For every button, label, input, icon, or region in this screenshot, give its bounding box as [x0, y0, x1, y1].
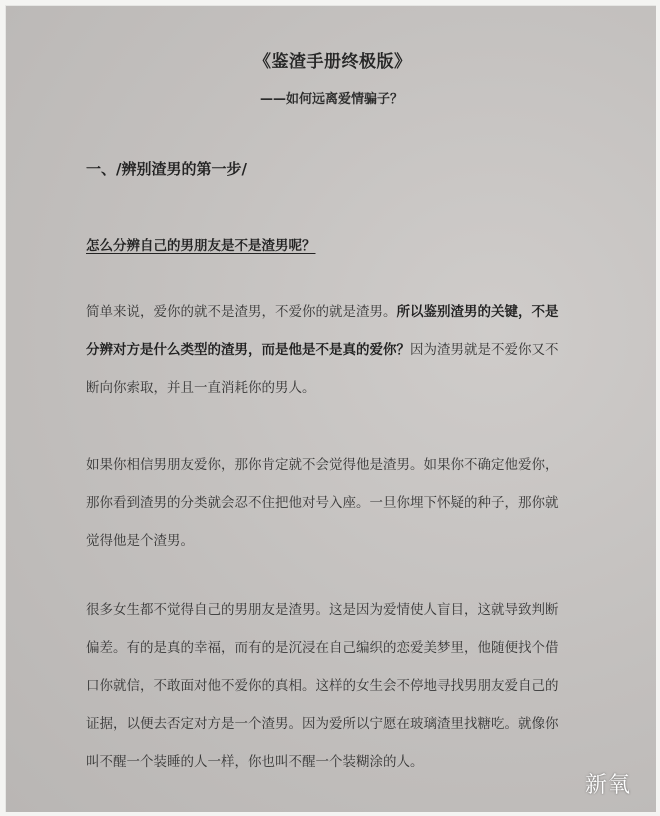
paragraph-3-line: 偏差。有的是真的幸福，而有的是沉浸在自己编织的恋爱美梦里，他随便找个借 [86, 640, 559, 656]
question-heading: 怎么分辨自己的男朋友是不是渣男呢？ [86, 238, 316, 254]
paragraph-2-line: 那你看到渣男的分类就会忍不住把他对号入座。一旦你埋下怀疑的种子，那你就 [86, 495, 559, 511]
watermark-logo: 新氧 [585, 773, 632, 798]
paragraph-1-line-1 [86, 302, 596, 340]
paragraph-2-line: 觉得他是个渣男。 [86, 533, 194, 549]
paragraph-2-line: 如果你相信男朋友爱你，那你肯定就不会觉得他是渣男。如果你不确定他爱你， [86, 457, 559, 473]
bold-text: 分辨对方是什么类型的渣男，而是他是不是真的爱你？ [86, 342, 410, 358]
paragraph-3 [86, 600, 596, 790]
paragraph-1 [86, 302, 596, 416]
paragraph-3-line: 证据，以便去否定对方是一个渣男。因为爱所以宁愿在玻璃渣里找糖吃。就像你 [86, 716, 559, 732]
paragraph-3-line: 很多女生都不觉得自己的男朋友是渣男。这是因为爱情使人盲目，这就导致判断 [86, 602, 559, 618]
paragraph-2 [86, 455, 596, 569]
document-title: 《鉴渣手册终极版》 [254, 52, 412, 72]
section-heading: 一、/辨别渣男的第一步/ [86, 160, 247, 178]
normal-text: 简单来说，爱你的就不是渣男，不爱你的就是渣男。 [86, 304, 397, 320]
normal-text: 因为渣男就是不爱你又不 [410, 342, 559, 358]
document-subtitle: ——如何远离爱情骗子？ [260, 92, 404, 107]
bold-text: 所以鉴别渣男的关键，不是 [396, 304, 559, 320]
paragraph-1-line-3: 断向你索取，并且一直消耗你的男人。 [86, 380, 316, 396]
paragraph-3-line: 口你就信，不敢面对他不爱你的真相。这样的女生会不停地寻找男朋友爱自己的 [86, 678, 559, 694]
paragraph-1-line-2 [86, 340, 596, 378]
paragraph-3-line: 叫不醒一个装睡的人一样，你也叫不醒一个装糊涂的人。 [86, 754, 424, 770]
